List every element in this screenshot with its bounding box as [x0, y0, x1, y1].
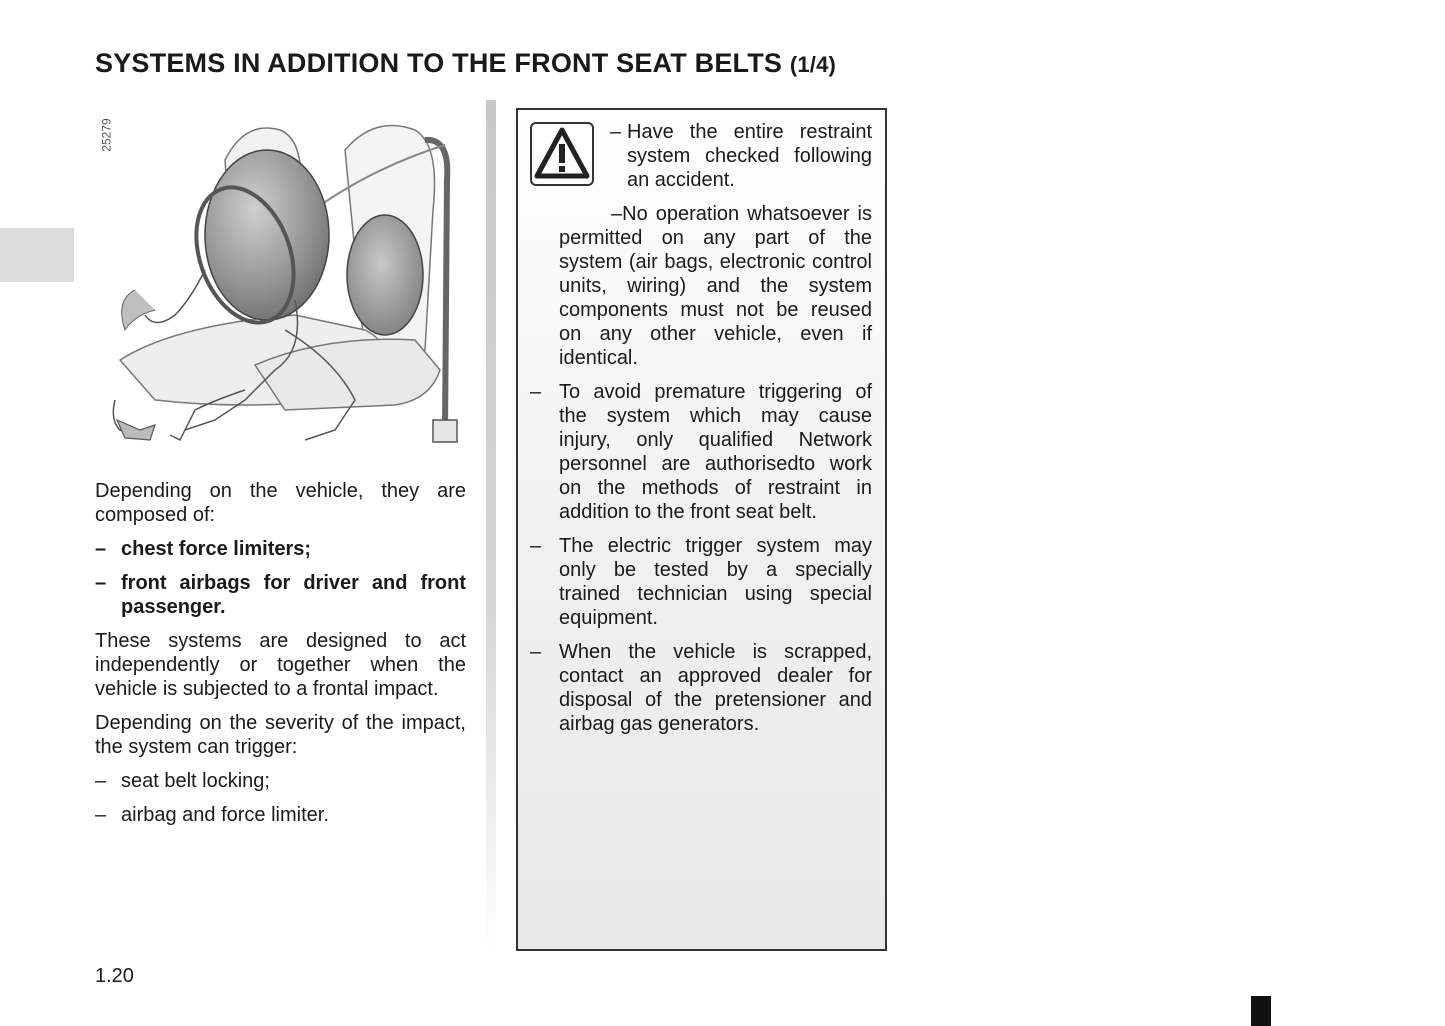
component-text: chest force limiters;: [121, 538, 312, 560]
title-part: (1/4): [789, 52, 837, 77]
component-text: front airbags for driver and front passenger.: [121, 572, 466, 618]
list-dash: –: [95, 770, 107, 792]
warning-item-text: When the vehicle is scrapped, contact an approved dealer for disposal of the pretensioner and airbag gas generators.: [559, 641, 872, 735]
figure-ref-code: [98, 112, 128, 158]
left-column: [95, 479, 466, 837]
figure-ref-code-text: 25279: [99, 118, 114, 152]
warning-lead: No operation whatsoever: [622, 203, 850, 225]
warning-item: [530, 534, 872, 630]
trigger-item: [95, 803, 466, 827]
column-divider: [486, 100, 496, 950]
airbag-illustration: [95, 100, 467, 470]
component-item: [95, 571, 466, 619]
page-corner-mark: [1251, 996, 1271, 1026]
list-dash: –: [611, 203, 623, 225]
section-tab: [0, 228, 74, 282]
list-dash: –: [95, 572, 107, 594]
warning-item: [610, 120, 872, 192]
severity-paragraph: Depending on the severity of the impact, the system can trigger:: [95, 712, 466, 758]
trigger-text: seat belt locking;: [121, 770, 270, 792]
trigger-item: [95, 769, 466, 793]
warning-item: [530, 380, 872, 524]
title-text: SYSTEMS IN ADDITION TO THE FRONT SEAT BELTS: [95, 48, 783, 78]
warning-item: [530, 640, 872, 736]
warning-item-text: The electric trigger system may only be tested by a specially trained technician using special equipment.: [559, 535, 872, 629]
trigger-text: airbag and force limiter.: [121, 804, 329, 826]
warning-paragraph-text: is permitted on any part of the system (air bags, electronic control units, wiring) and the system components must not be reused on any other vehicle, even if identical.: [559, 203, 873, 369]
airbag-illustration-icon: [95, 100, 467, 470]
list-dash: –: [530, 535, 542, 557]
page-title: [95, 48, 836, 79]
list-dash: –: [610, 121, 622, 143]
list-dash: –: [95, 804, 107, 826]
warning-item-text: To avoid premature triggering of the system which may cause injury, only qualified Network personnel are authorisedto work on the methods of restraint in addition to the front seat belt.: [559, 381, 872, 523]
warning-item-text: Have the entire restraint system checked following an accident.: [627, 121, 872, 191]
intro-paragraph: Depending on the vehicle, they are composed of:: [95, 480, 466, 526]
act-paragraph: These systems are designed to act independently or together when the vehicle is subjected to a frontal impact.: [95, 630, 466, 700]
list-dash: –: [530, 381, 542, 403]
page-number: 1.20: [95, 965, 134, 987]
component-item: [95, 537, 466, 561]
warning-text: [530, 120, 872, 746]
list-dash: –: [95, 538, 107, 560]
warning-paragraph: [559, 202, 872, 370]
warning-box: [516, 108, 887, 951]
list-dash: –: [530, 641, 542, 663]
